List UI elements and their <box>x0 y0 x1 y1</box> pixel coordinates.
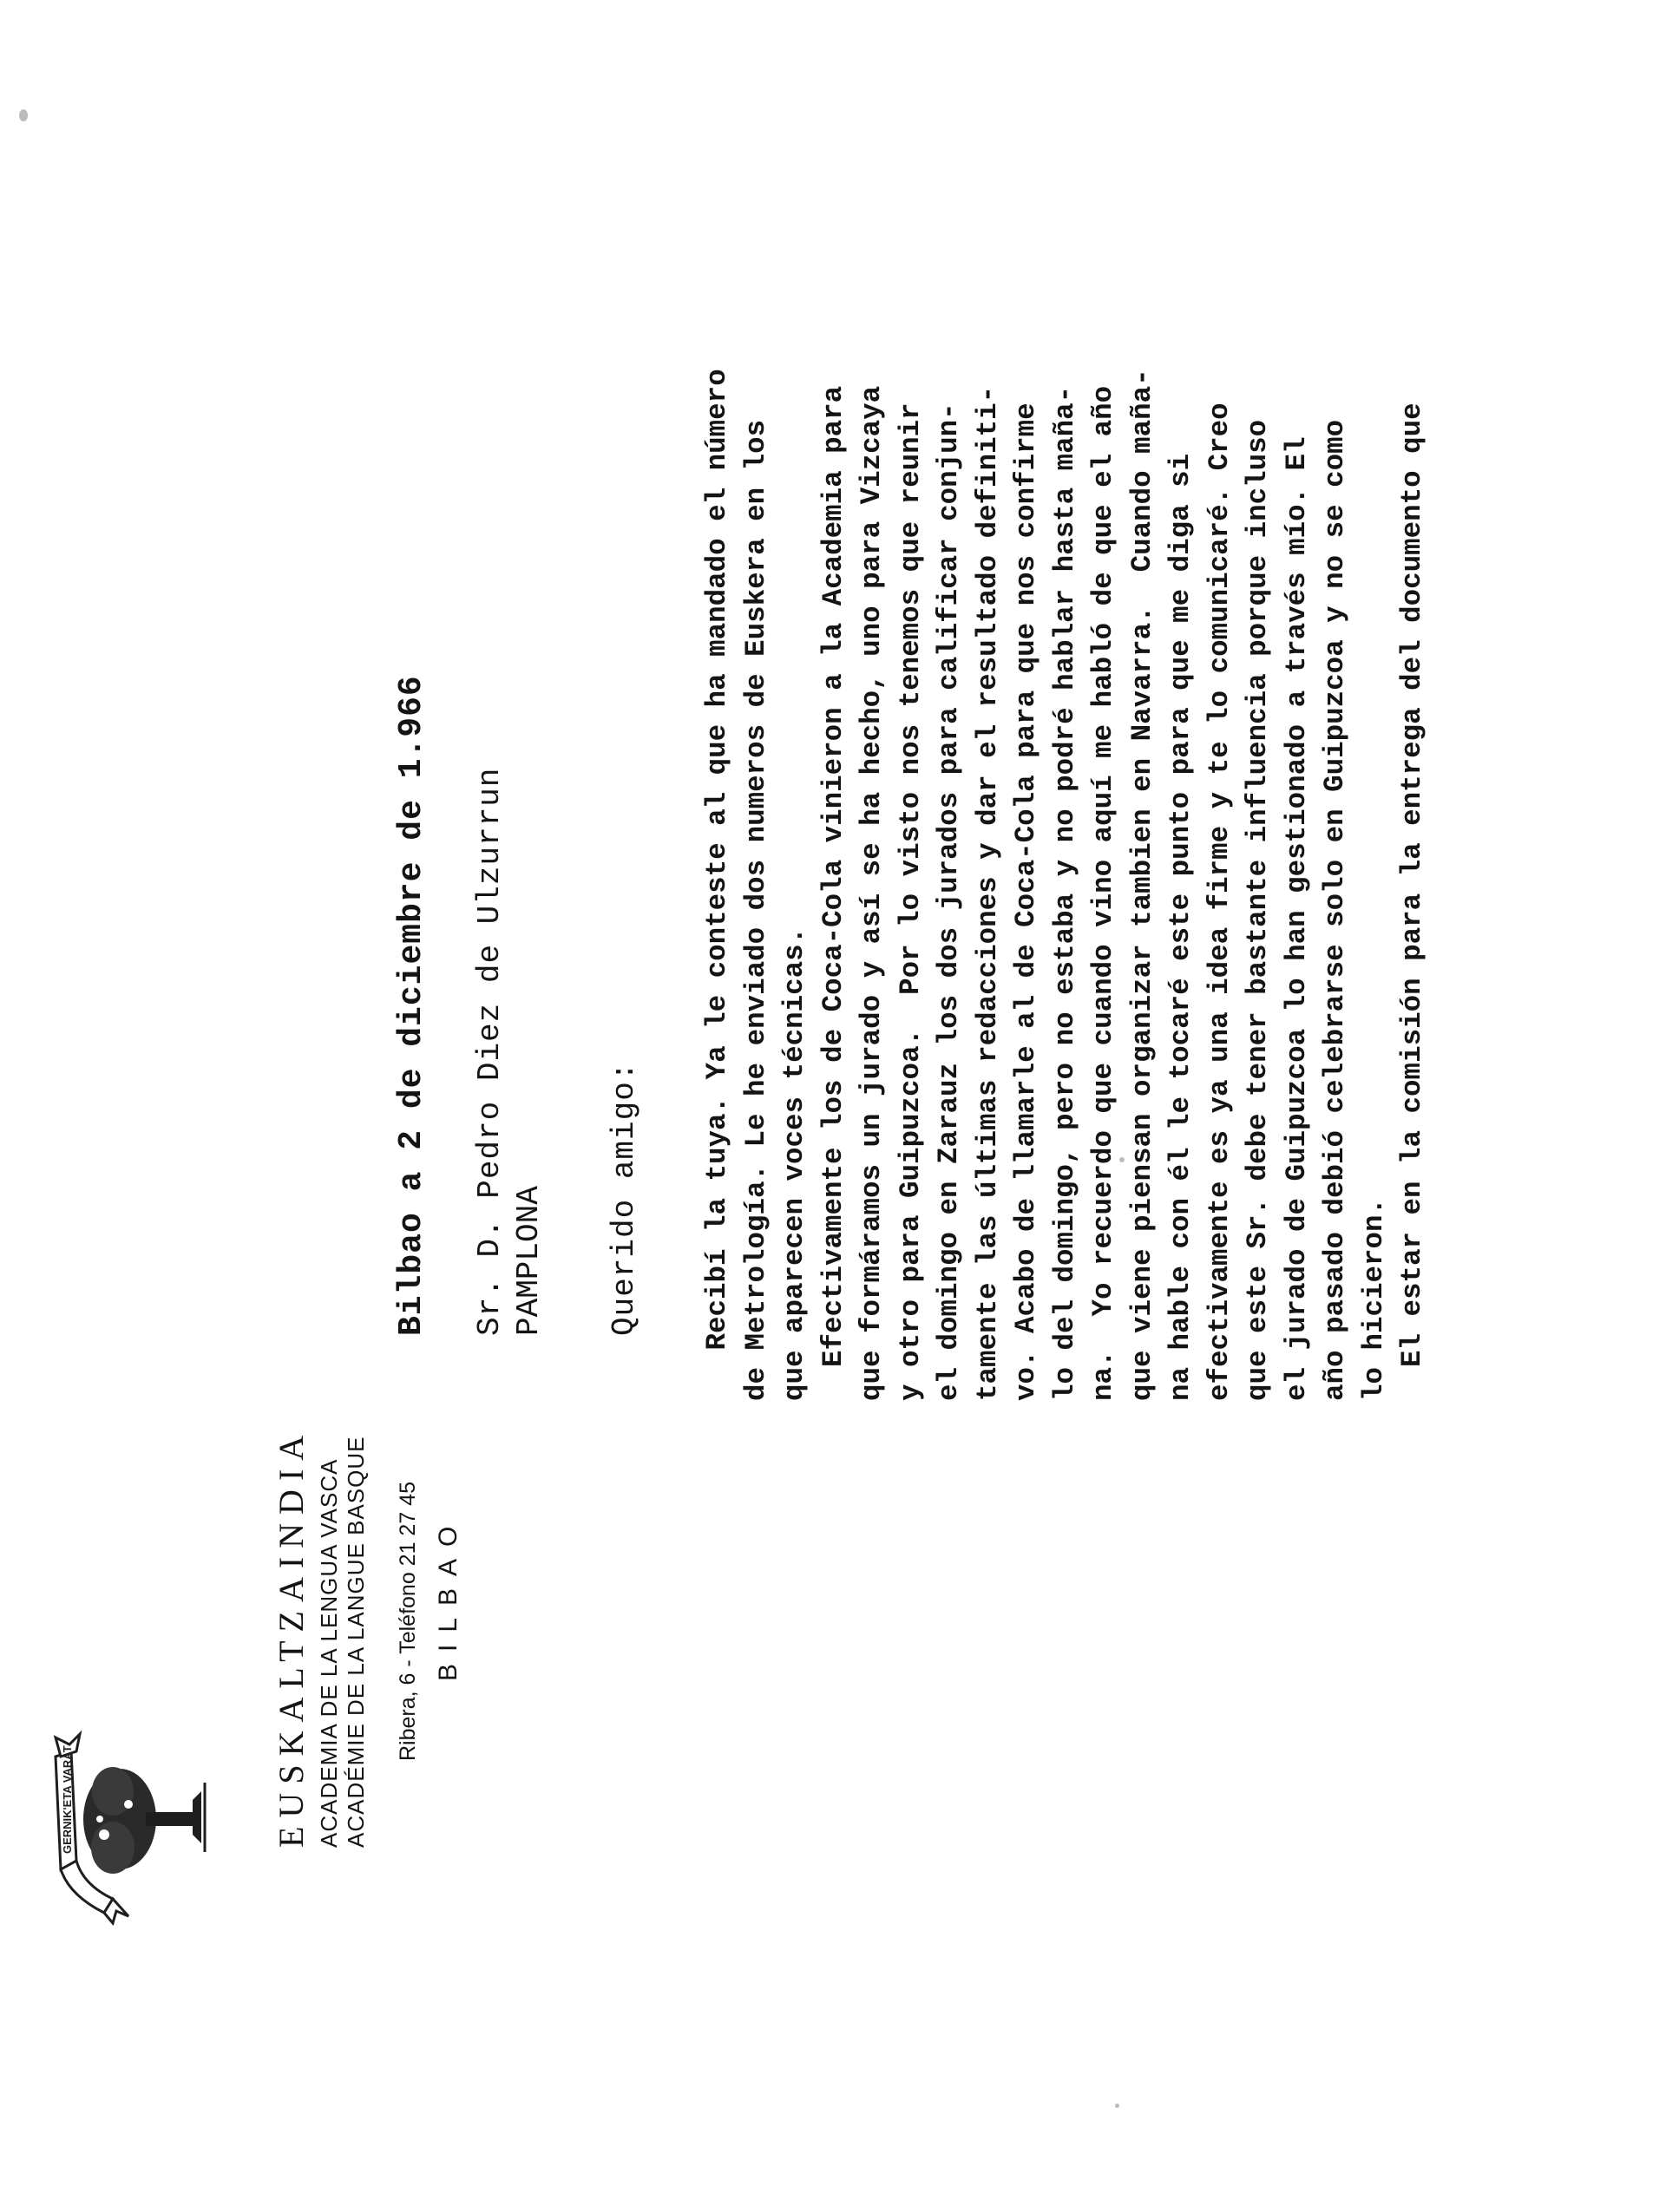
body-line: tamente las últimas redacciones y dar el resultado definiti- <box>971 385 1004 1401</box>
body-line: na. Yo recuerdo que cuando vino aquí me habló de que el año <box>1087 385 1119 1401</box>
body-line: Recibí la tuya. Ya le conteste al que ha mandado el número <box>701 369 733 1401</box>
addressee-name: Sr. D. Pedro Diez de Ulzurrun <box>472 767 508 1336</box>
scan-speck <box>1119 1157 1125 1162</box>
body-line: El estar en la comisión para la entrega del documento que <box>1396 402 1428 1401</box>
organization-name: EUSKALTZAINDIA <box>272 1426 311 1848</box>
organization-address: Ribera, 6 - Teléfono 21 27 45 <box>396 1482 420 1761</box>
body-line: de Metrología. Le he enviado dos numeros de Euskera en los <box>739 419 772 1401</box>
body-line: Efectivamente los de Coca-Cola vinieron a la Academia para <box>817 385 849 1401</box>
body-line: el jurado de Guipuzcoa lo han gestionado a través mío. El <box>1280 436 1313 1401</box>
body-line: que formáramos un jurado y así se ha hecho, uno para Vizcaya <box>856 385 888 1401</box>
organization-subtitle-french: ACADÉMIE DE LA LANGUE BASQUE <box>343 1436 369 1848</box>
greeting: Querido amigo: <box>607 1061 642 1336</box>
body-line: lo hicieron. <box>1357 1197 1390 1401</box>
body-line: vo. Acabo de llamarle al de Coca-Cola para que nos confirme <box>1010 402 1042 1401</box>
body-line: y otro para Guipuzcoa. Por lo visto nos tenemos que reunir <box>894 402 927 1401</box>
addressee-city: PAMPLONA <box>511 1186 547 1336</box>
organization-subtitle-spanish: ACADEMIA DE LA LENGUA VASCA <box>316 1458 342 1848</box>
body-line: na hable con él le tocaré este punto para que me diga si <box>1164 453 1197 1401</box>
body-line: que este Sr. debe tener bastante influencia porque incluso <box>1242 419 1274 1401</box>
letter-body <box>699 369 1433 1401</box>
body-line: lo del domingo, pero no estaba y no podré hablar hasta maña- <box>1048 385 1081 1401</box>
body-line: año pasado debió celebrarse solo en Guipuzcoa y no se como <box>1319 419 1351 1401</box>
scan-speck <box>1115 2104 1119 2108</box>
emblem-motto: GERNIK'ETA VARAT <box>61 1745 74 1854</box>
letter-date: Bilbao a 2 de diciembre de 1.966 <box>393 675 430 1336</box>
body-line: el domingo en Zarauz los dos jurados para calificar conjun- <box>933 402 965 1401</box>
oak-tree-emblem <box>52 1731 217 1930</box>
body-line: efectivamente es ya una idea firme y te lo comunicaré. Creo <box>1203 402 1236 1401</box>
body-line: que aparecen voces técnicas. <box>778 926 810 1401</box>
body-line: que viene piensan organizar tambien en Navarra. Cuando maña- <box>1125 369 1158 1401</box>
scan-speck <box>19 109 28 121</box>
organization-city: BILBAO <box>434 1514 462 1681</box>
